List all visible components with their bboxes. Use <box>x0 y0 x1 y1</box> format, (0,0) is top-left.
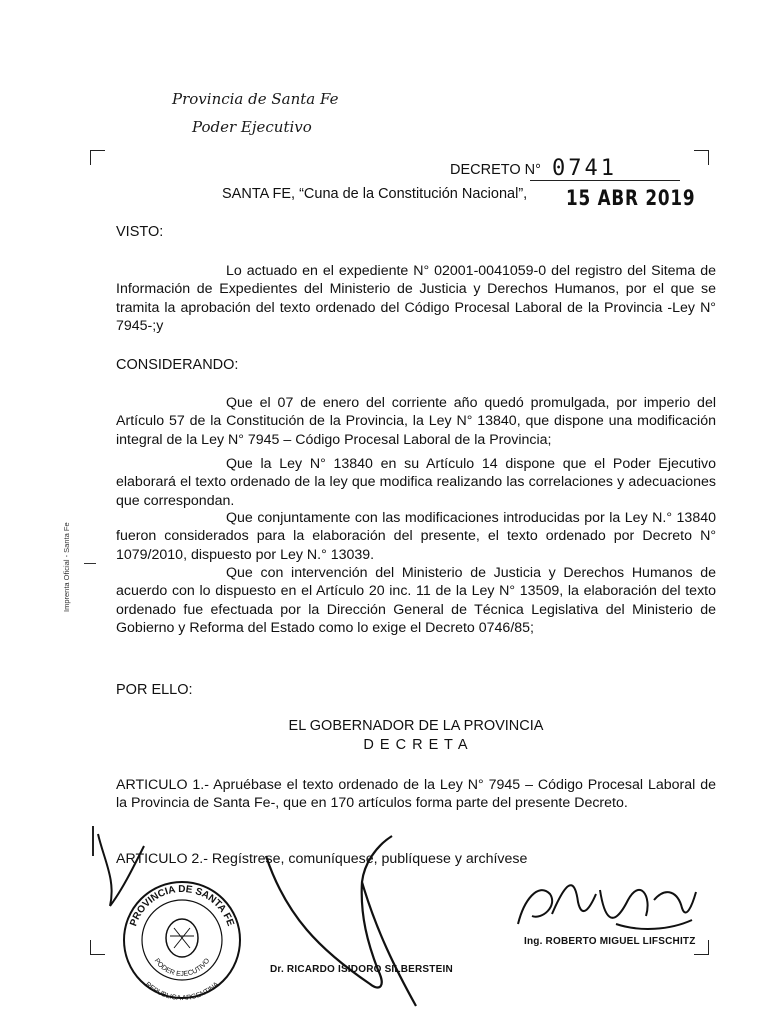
decree-number-underline <box>530 180 680 181</box>
article-1: ARTICULO 1.- Apruébase el texto ordenado de la Ley N° 7945 – Código Procesal Laboral de la Provincia de Santa Fe-, que en 170 artículos forma parte del presente Decreto. <box>116 777 716 812</box>
decree-place-line: SANTA FE, “Cuna de la Constitución Nacional”, <box>222 186 528 202</box>
visto-heading: VISTO: <box>116 224 164 240</box>
letterhead-province: Provincia de Santa Fe <box>172 90 339 108</box>
corner-mark-top-left <box>90 150 105 165</box>
governor-line: EL GOBERNADOR DE LA PROVINCIA <box>288 718 544 734</box>
corner-mark-top-right <box>694 150 709 165</box>
letterhead-executive: Poder Ejecutivo <box>192 118 312 136</box>
signature-name-right: Ing. ROBERTO MIGUEL LIFSCHITZ <box>524 936 696 947</box>
decree-label: DECRETO N° <box>450 162 541 178</box>
decree-date-stamp: 15 ABR 2019 <box>566 186 696 210</box>
seal-bottom-text: REPUBLICA ARGENTINA <box>143 981 221 1002</box>
decreta-line: D E C R E T A <box>363 737 469 753</box>
considerando-text-2: Que la Ley N° 13840 en su Artículo 14 dispone que el Poder Ejecutivo elaborará el texto ordenado de la ley que modifica realizando las correlaciones y adecuaciones que correspondan. <box>116 456 716 509</box>
por-ello-heading: POR ELLO: <box>116 682 193 698</box>
considerando-paragraph-3 <box>116 509 716 564</box>
printer-side-label: Imprenta Oficial - Santa Fe <box>62 522 71 612</box>
visto-text: Lo actuado en el expediente N° 02001-0041059-0 del registro del Sitema de Información de Expedientes del Ministerio de Justicia y Derechos Humanos, por el que se tramita la aprobación del texto ordenado del Código Procesal Laboral de la Provincia -Ley N° 7945-;y <box>116 263 716 334</box>
seal-emblem-detail <box>170 928 194 948</box>
side-tick-mark <box>84 563 96 564</box>
seal-inner-text: PODER EJECUTIVO <box>152 957 212 979</box>
official-seal <box>120 878 244 1002</box>
center-signature-stroke <box>266 836 416 1006</box>
considerando-text-1: Que el 07 de enero del corriente año quedó promulgada, por imperio del Artículo 57 de la Constitución de la Provincia, la Ley N° 13840, que dispone una modificación integral de la Ley N° 7945 – Código Procesal Laboral de la Provincia; <box>116 395 716 448</box>
considerando-text-4: Que con intervención del Ministerio de Justicia y Derechos Humanos de acuerdo con lo dispuesto en el Artículo 20 inc. 11 de la Ley N° 13509, la elaboración del texto ordenado fue efectuada por la Dirección General de Técnica Legislativa del Ministerio de Gobierno y Reforma del Estado como lo exige el Decreto 0746/85; <box>116 565 716 636</box>
seal-top-text: PROVINCIA DE SANTA FE <box>128 883 236 928</box>
visto-paragraph <box>116 262 716 335</box>
article-2: ARTICULO 2.- Regístrese, comuníquese, publíquese y archívese <box>116 851 528 867</box>
considerando-paragraph-1 <box>116 394 716 449</box>
considerando-heading: CONSIDERANDO: <box>116 357 239 373</box>
decree-number: 0741 <box>552 156 617 181</box>
right-signature-stroke <box>518 885 696 929</box>
considerando-text-3: Que conjuntamente con las modificaciones introducidas por la Ley N.° 13840 fueron considerados para la elaboración del presente, el texto ordenado por Decreto N° 1079/2010, dispuesto por Ley N.° 13039. <box>116 510 716 563</box>
signature-name-left: Dr. RICARDO ISIDORO SILBERSTEIN <box>270 964 453 975</box>
considerando-paragraph-2 <box>116 455 716 510</box>
considerando-paragraph-4 <box>116 564 716 637</box>
seal-inner-ring <box>142 900 222 980</box>
